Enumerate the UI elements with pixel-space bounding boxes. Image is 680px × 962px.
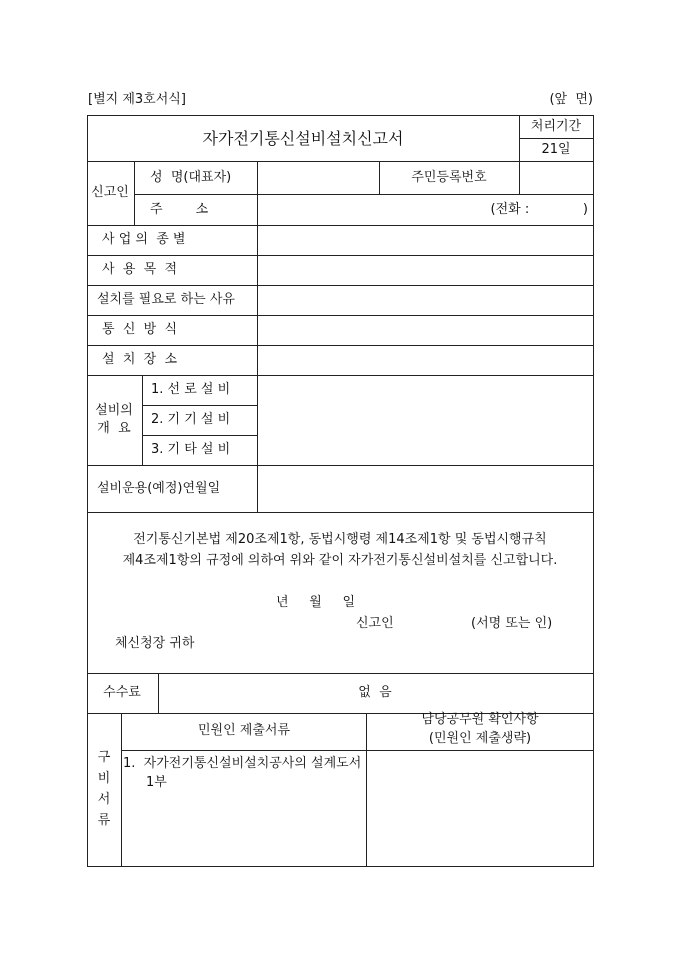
processing-period-label: 처리기간 (530, 119, 582, 134)
equipment-group-label-2: 개 요 (97, 421, 131, 436)
name-label: 성 명(대표자) (150, 170, 232, 185)
declaration-line-1: 전기통신기본법 제20조제1항, 동법시행령 제14조제1항 및 동법시행규칙 (133, 532, 547, 547)
equipment-item-line: 1. 선 로 설 비 (151, 382, 231, 397)
documents-label-char: 서 (97, 792, 111, 807)
signature-note: (서명 또는 인) (471, 616, 553, 631)
fee-value: 없 음 (358, 685, 392, 700)
addressee: 체신청장 귀하 (115, 636, 195, 651)
equipment-item-device: 2. 기 기 설 비 (151, 412, 231, 427)
comm-method-field[interactable] (258, 316, 592, 344)
address-label: 주 소 (150, 202, 209, 217)
location-field[interactable] (258, 346, 592, 374)
phone-label: (전화 : ) (490, 202, 588, 217)
form-number: [별지 제3호서식] (88, 92, 186, 107)
declaration-line-2: 제4조제1항의 규정에 의하여 위와 같이 자가전기통신설비설치를 신고합니다. (122, 553, 558, 568)
declaration-date: 년 월 일 (276, 595, 355, 610)
submit-doc-item-qty: 1부 (146, 775, 167, 790)
submit-docs-header: 민원인 제출서류 (197, 723, 291, 738)
operation-date-label: 설비운용(예정)연월일 (97, 481, 221, 496)
operation-date-field[interactable] (258, 466, 592, 511)
purpose-field[interactable] (258, 256, 592, 284)
reason-label: 설치를 필요로 하는 사유 (97, 292, 235, 307)
equipment-field[interactable] (258, 376, 592, 464)
officer-check-header: 담당공무원 확인사항 (421, 712, 539, 727)
page-side-label: (앞 면) (549, 92, 593, 107)
location-label: 설 치 장 소 (102, 352, 178, 367)
submit-doc-item: 1. 자가전기통신설비설치공사의 설계도서 (123, 756, 362, 771)
business-type-field[interactable] (258, 226, 592, 254)
name-field[interactable] (258, 162, 378, 193)
fee-label: 수수료 (103, 685, 141, 700)
purpose-label: 사 용 목 적 (102, 262, 178, 277)
processing-period-value: 21일 (541, 142, 571, 157)
officer-check-subheader: (민원인 제출생략) (428, 731, 532, 746)
documents-label-char: 류 (97, 813, 111, 828)
business-type-label: 사 업 의 종 별 (102, 232, 186, 247)
rrn-field[interactable] (520, 162, 592, 193)
reporter-label: 신고인 (91, 185, 129, 200)
comm-method-label: 통 신 방 식 (102, 322, 178, 337)
equipment-group-label-1: 설비의 (95, 403, 133, 418)
reason-field[interactable] (258, 286, 592, 314)
documents-label-char: 비 (97, 771, 111, 786)
signer-label: 신고인 (356, 616, 394, 631)
form-title: 자가전기통신설비설치신고서 (202, 129, 404, 148)
equipment-item-other: 3. 기 타 설 비 (151, 442, 231, 457)
rrn-label: 주민등록번호 (411, 170, 487, 185)
documents-label-char: 구 (97, 750, 111, 765)
